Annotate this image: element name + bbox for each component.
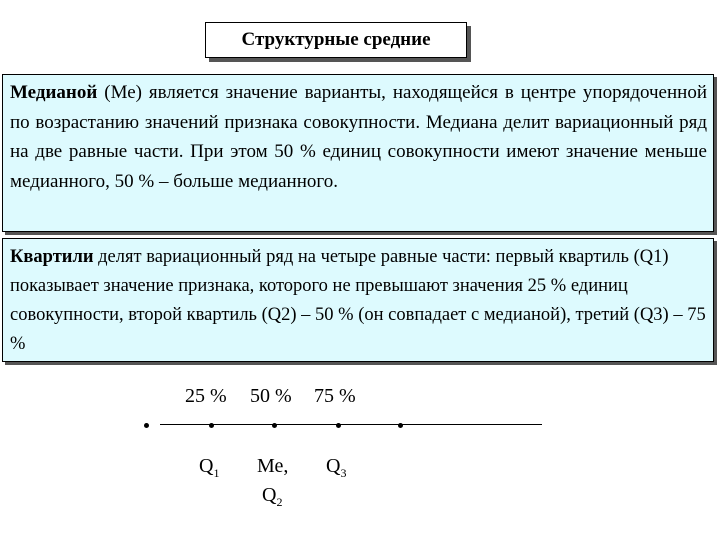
quartile-definition-panel <box>2 238 714 362</box>
axis-end-dot <box>398 423 403 428</box>
distribution-axis-line <box>160 424 542 425</box>
median-term: Медианой <box>10 82 98 103</box>
percent-25-label: 25 % <box>185 385 227 407</box>
median-text: (Ме) является значение варианты, находящейся в центре упорядоченной по возрастанию значений признака совокупности. Медиана делит вариационный ряд на две равные части. При этом 50 % единиц совокупности имеют значение меньше медианного, 50 % – больше медианного. <box>10 82 707 192</box>
q1-label: $Q_1$ <box>199 455 220 480</box>
q2-label: $Q_2$ <box>262 484 283 509</box>
quartile-text: делят вариационный ряд на четыре равные части: первый квартиль (Q1) показывает значение признака, которого не превышают значения 25 % единиц совокупности, второй квартиль (Q2) – 50 % (он совпадает с медианой), третий (Q3) – 75 % <box>10 247 706 354</box>
median-label: Ме, <box>257 455 289 477</box>
q3-label: $Q_3$ <box>326 455 347 480</box>
median-paragraph <box>10 78 707 196</box>
percent-50-label: 50 % <box>250 385 292 407</box>
axis-start-dot <box>144 423 149 428</box>
quartile-paragraph <box>10 243 707 359</box>
q1-dot <box>209 423 214 428</box>
quartile-term: Квартили <box>10 247 94 267</box>
median-dot <box>272 423 277 428</box>
q3-dot <box>336 423 341 428</box>
percent-75-label: 75 % <box>314 385 356 407</box>
section-title: Структурные средние <box>205 22 467 58</box>
median-definition-panel <box>2 74 714 232</box>
